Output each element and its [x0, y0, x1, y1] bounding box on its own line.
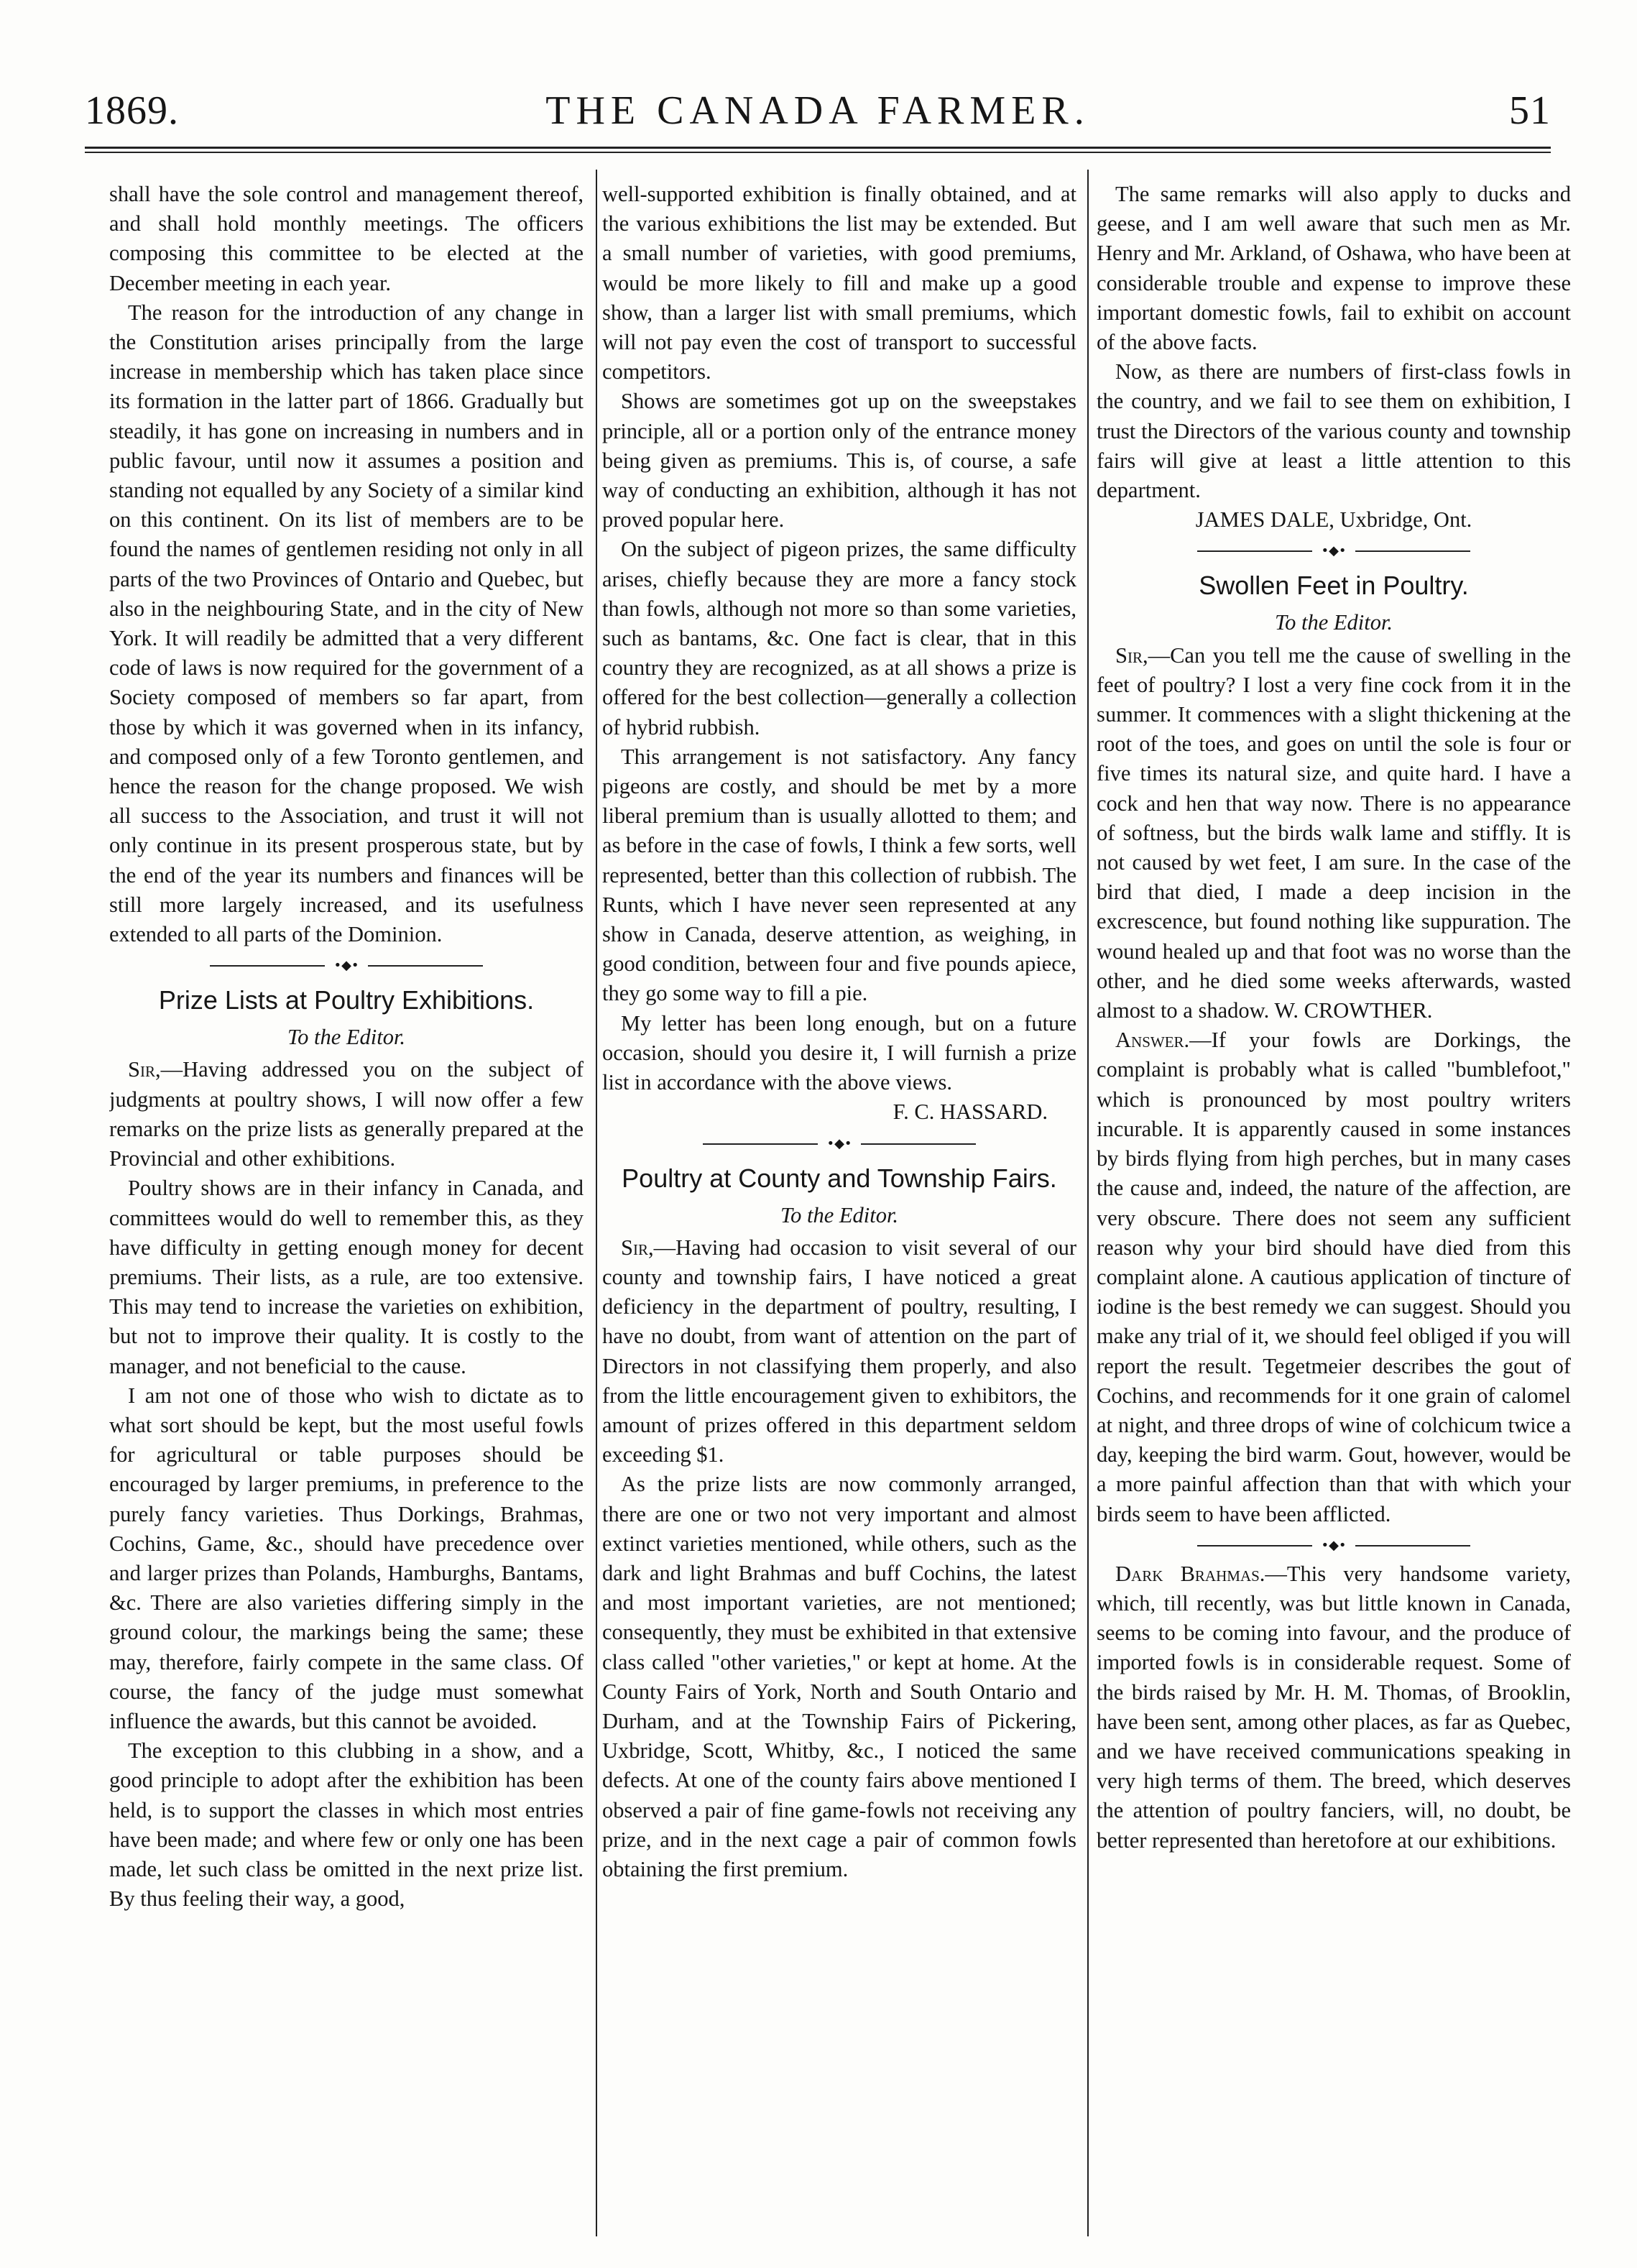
column-3 [1097, 180, 1571, 2235]
col1-paragraph: shall have the sole control and management thereof, and shall hold monthly meetings. The officers composing this committee to be elected at the December meeting in each year. [109, 182, 584, 295]
col1-paragraph: The reason for the introduction of any change in the Constitution arises principally from the large increase in membership which has taken place since its formation in the latter part of 1866. Gradually but steadily, it has gone on increasing in numbers and in public favour, until now it assumes a position and standing not equalled by any Society of a similar kind on this continent. On its list of members are to be found the names of gentlemen residing not only in all parts of the two Provinces of Ontario and Quebec, but also in the neighbouring State, and in the city of New York. It will readily be admitted that a very different code of laws is now required for the government of a Society composed of members so far apart, from those by which it was governed when in its infancy, and composed only of a few Toronto gentlemen, and hence the reason for the change proposed. We wish all success to the Association, and trust it will not only continue in its present prosperous state, but by the end of the year its numbers and finances will be still more largely increased, and its usefulness extended to all parts of the Dominion. [109, 300, 584, 947]
masthead-rule-top [85, 147, 1551, 149]
column-2 [602, 180, 1076, 2235]
section-ornament [1097, 542, 1571, 561]
salutation: Sir, [621, 1235, 654, 1260]
to-the-editor: To the Editor. [1274, 610, 1393, 635]
col2-paragraph: On the subject of pigeon prizes, the same difficulty arises, chiefly because they are more a fancy stock than fowls, although not more so than some varieties, such as bantams, &c. One fact is clear, that in this country they are recognized, as at all shows a prize is offered for the best collection—generally a collection of hybrid rubbish. [602, 537, 1076, 739]
to-the-editor: To the Editor. [287, 1025, 406, 1050]
issue-year: 1869. [85, 88, 179, 133]
signature: JAMES DALE, Uxbridge, Ont. [1195, 507, 1472, 533]
col3-paragraph: —This very handsome variety, which, till recently, was but little known in Canada, seems to be coming into favour, and the produce of imported fowls is in considerable request. Some of the birds raised by Mr. H. M. Thomas, of Brooklin, have been sent, among other places, as far as Quebec, and we have received communications speaking in very high terms of them. The breed, which deserves the attention of poultry fanciers, will, no doubt, be better represented than heretofore at our exhibitions. [1097, 1561, 1571, 1853]
col2-paragraph: My letter has been long enough, but on a future occasion, should you desire it, I will furnish a prize list in accordance with the above views. [602, 1010, 1076, 1095]
ornament-glyph: •◆• [1312, 1539, 1355, 1552]
salutation: Sir, [128, 1057, 161, 1082]
salutation: Sir, [1115, 642, 1148, 668]
col1-paragraph: Poultry shows are in their infancy in Canada, and committees would do well to remember this, as they have difficulty in getting enough money for decent premiums. Their lists, as a rule, are too extensive. This may tend to increase the varieties on exhibition, but not to improve their quality. It is costly to the manager, and not beneficial to the cause. [109, 1176, 584, 1378]
page-number: 51 [1509, 88, 1551, 133]
ornament-glyph: •◆• [325, 959, 368, 972]
col3-paragraph: The same remarks will also apply to ducks and geese, and I am well aware that such men as Mr. Henry and Mr. Arkland, of Oshawa, who have been at considerable trouble and expense to improve these important domestic fowls, fail to exhibit on account of the above facts. [1097, 182, 1571, 355]
col2-paragraph: —Having had occasion to visit several of our county and township fairs, I have noticed a great deficiency in the department of poultry, resulting, I have no doubt, from want of attention on the part of Directors in not classifying them properly, and also from the little encouragement given to exhibitors, the amount of prizes offered in this department seldom exceeding $1. [602, 1235, 1076, 1467]
col2-paragraph: This arrangement is not satisfactory. Any fancy pigeons are costly, and should be met by a more liberal premium than is usually allotted to them; and as before in the case of fowls, I think a few sorts, well represented, better than this collection of rubbish. The Runts, which I have never seen represented at any show in Canada, deserve attention, as weighing, in good condition, between four and five pounds apiece, they go some way to fill a pie. [602, 744, 1076, 1006]
col1-paragraph: —Having addressed you on the subject of judgments at poultry shows, I will now offer a few remarks on the prize lists as generally prepared at the Provincial and other exhibitions. [109, 1057, 584, 1171]
col3-paragraph: —If your fowls are Dorkings, the complaint is probably what is called "bumblefoot," which is pronounced by most poultry writers incurable. It is apparently caused in some instances by birds flying from high perches, but in many cases the cause and, indeed, the nature of the affection, are very obscure. There does not seem any sufficient reason why your bird should have died from this complaint alone. A cautious application of tincture of iodine is the best remedy we can suggest. Should you make any trial of it, we should feel obliged if you will report the result. Tegetmeier describes the gout of Cochins, and recommends for it one grain of calomel at night, and three drops of wine of colchicum twice a day, keeping the bird warm. Gout, however, would be a more painful affection than that with which your birds seem to have been afflicted. [1097, 1028, 1571, 1526]
article-heading-prize-lists: Prize Lists at Poultry Exhibitions. [158, 985, 535, 1015]
newspaper-title: THE CANADA FARMER. [545, 88, 1090, 133]
col1-paragraph: I am not one of those who wish to dictate as to what sort should be kept, but the most useful fowls for agricultural or table purposes should be encouraged by larger premiums, in preference to the purely fancy varieties. Thus Dorkings, Brahmas, Cochins, Game, &c., should have precedence over and larger prizes than Polands, Hamburghs, Bantams, &c. There are also varieties differing simply in the ground colour, the markings being the same; these may, therefore, fairly compete in the same class. Of course, the fancy of the judge must somewhat influence the awards, but this cannot be avoided. [109, 1383, 584, 1733]
to-the-editor: To the Editor. [780, 1202, 899, 1227]
signature: F. C. HASSARD. [893, 1100, 1048, 1125]
masthead-rule-bottom [85, 152, 1551, 153]
col2-paragraph: well-supported exhibition is finally obtained, and at the various exhibitions the list may be extended. But a small number of varieties, with good premiums, would be more likely to fill and make up a good show, than a larger list with small premiums, which will not pay even the cost of transport to successful competitors. [602, 182, 1076, 384]
section-ornament [1097, 1536, 1571, 1555]
ornament-glyph: •◆• [818, 1138, 861, 1151]
article-heading-swollen-feet: Swollen Feet in Poultry. [1199, 571, 1469, 601]
section-ornament [109, 956, 584, 975]
section-ornament [602, 1135, 1076, 1153]
item-lead-dark-brahmas: Dark Brahmas. [1115, 1561, 1265, 1586]
answer-lead: Answer. [1115, 1028, 1190, 1053]
col3-paragraph: —Can you tell me the cause of swelling in the feet of poultry? I lost a very fine cock from it in the summer. It commences with a slight thickening at the root of the toes, and goes on until the sole is four or five times its natural size, and quite hard. I have a cock and hen that way now. There is no appearance of softness, but the birds walk lame and stiffly. It is not caused by wet feet, I am sure. In the case of the bird that died, I made a deep incision in the excrescence, but found nothing like suppuration. The wound healed up and that foot was no worse than the other, and he died some weeks afterwards, wasted almost to a shadow. [1097, 642, 1571, 1023]
column-divider-1 [596, 170, 597, 2236]
col1-paragraph: The exception to this clubbing in a show, and a good principle to adopt after the exhibition has been held, is to support the classes in which most entries have been made; and where few or only one has been made, let such class be omitted in the next prize list. By thus feeling their way, a good, [109, 1738, 584, 1912]
col2-paragraph: Shows are sometimes got up on the sweepstakes principle, all or a portion only of the entrance money being given as premiums. This is, of course, a safe way of conducting an exhibition, although it has not proved popular here. [602, 389, 1076, 533]
col3-paragraph: Now, as there are numbers of first-class fowls in the country, and we fail to see them on exhibition, I trust the Directors of the various county and township fairs will give at least a little attention to this department. [1097, 359, 1571, 503]
column-divider-2 [1087, 170, 1089, 2236]
masthead [85, 85, 1551, 142]
article-heading-county-fairs: Poultry at County and Township Fairs. [622, 1163, 1057, 1193]
col2-paragraph: As the prize lists are now commonly arranged, there are one or two not very important and almost extinct varieties mentioned, while others, such as the dark and light Brahmas and buff Cochins, the latest and most important varieties, are not mentioned; consequently, they must be exhibited in that extensive class called "other varieties," or kept at home. At the County Fairs of York, North and South Ontario and Durham, and at the Township Fairs of Pickering, Uxbridge, Scott, Whitby, &c., I noticed the same defects. At one of the county fairs above mentioned I observed a pair of fine game-fowls not receiving any prize, and in the next cage a pair of common fowls obtaining the first premium. [602, 1472, 1076, 1881]
column-1 [109, 180, 584, 2235]
signature: W. CROWTHER. [1274, 998, 1433, 1023]
ornament-glyph: •◆• [1312, 545, 1355, 558]
